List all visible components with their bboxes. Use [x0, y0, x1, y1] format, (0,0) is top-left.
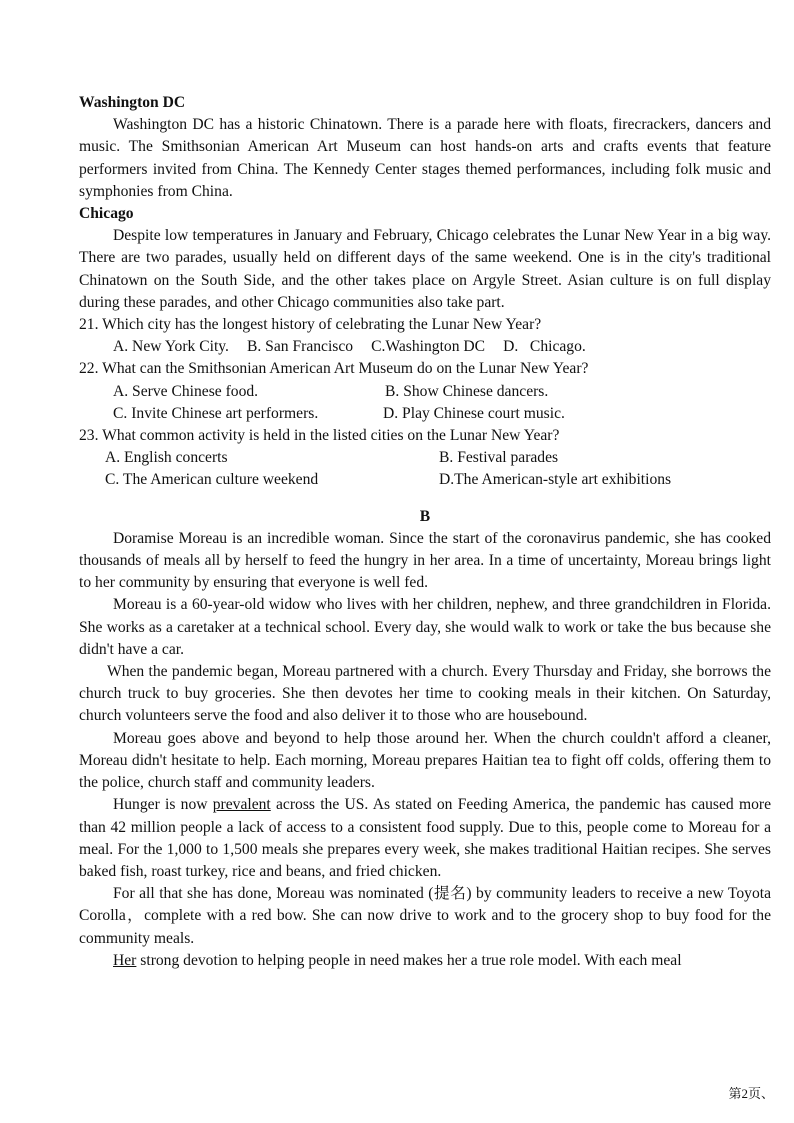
question-23-options-row2: [79, 469, 771, 491]
underlined-word-her: Her: [113, 951, 137, 969]
passage-b-paragraph-5: [79, 794, 771, 883]
p5-text-before: Hunger is now: [113, 796, 213, 814]
question-21-option-a: A. New York City.: [113, 338, 229, 356]
question-21-option-b: B. San Francisco: [246, 338, 354, 356]
question-22-option-d: D. Play Chinese court music.: [383, 404, 565, 422]
passage-b-paragraph-3: When the pandemic began, Moreau partnered with a church. Every Thursday and Friday, she borrows the church truck to buy groceries. She then devotes her time to cooking meals in their kitchen. On Saturday, church volunteers serve the food and also deliver it to those who are housebound.: [79, 663, 771, 725]
p5-text-after: across the US. As stated on Feeding America, the pandemic has caused more than 42 million people a lack of access to a consistent food supply. Due to this, people come to Moreau for a meal. For the 1,000 to 1,500 meals she prepares every week, she makes traditional Haitian recipes. She serves baked fish, roast turkey, rice and beans, and fried chicken.: [79, 796, 771, 880]
passage-b-paragraph-7: [79, 950, 771, 972]
question-22-option-a: A. Serve Chinese food.: [113, 382, 259, 400]
page-content: [79, 92, 771, 972]
chicago-paragraph: Despite low temperatures in January and February, Chicago celebrates the Lunar New Year in a big way. There are two parades, usually held on different days of the same weekend. One is in the city's traditional Chinatown on the South Side, and the other takes place on Argyle Street. Asian culture is on full display during these parades, and other Chicago communities also take part.: [79, 227, 771, 311]
underlined-word-prevalent: prevalent: [212, 796, 271, 814]
question-22-option-b: B. Show Chinese dancers.: [385, 382, 549, 400]
question-23-option-a: A. English concerts: [105, 449, 228, 467]
question-22-options-row2: [79, 403, 771, 425]
page-number: 第2页、: [728, 1086, 774, 1101]
question-23-stem: 23. What common activity is held in the listed cities on the Lunar New Year?: [79, 427, 560, 445]
question-22-options-row1: [79, 381, 771, 403]
passage-b-paragraph-2: Moreau is a 60-year-old widow who lives with her children, nephew, and three grandchildren in Florida. She works as a caretaker at a technical school. Every day, she would walk to work or take the bus because she didn't have a car.: [79, 596, 771, 658]
question-23-option-c: C. The American culture weekend: [105, 471, 319, 489]
question-23-option-d: D.The American-style art exhibitions: [439, 471, 672, 489]
question-21-stem: 21. Which city has the longest history of celebrating the Lunar New Year?: [79, 316, 542, 334]
question-23-options-row1: [79, 447, 771, 469]
question-21-options: [79, 336, 771, 358]
question-23-option-b: B. Festival parades: [439, 449, 559, 467]
passage-b-paragraph-4: Moreau goes above and beyond to help those around her. When the church couldn't afford a cleaner, Moreau didn't hesitate to help. Each morning, Moreau prepares Haitian tea to fight off colds, offering them to the police, church staff and community leaders.: [79, 729, 771, 792]
question-21-option-c: C.Washington DC: [371, 338, 486, 356]
p7-text-after: strong devotion to helping people in need makes her a true role model. With each meal: [136, 951, 682, 969]
question-21-option-d: D. Chicago.: [503, 338, 586, 356]
passage-b-paragraph-1: Doramise Moreau is an incredible woman. Since the start of the coronavirus pandemic, she has cooked thousands of meals all by herself to feed the hungry in her area. In a time of uncertainty, Moreau brings light to her community by ensuring that everyone is well fed.: [79, 529, 771, 592]
question-22-option-c: C. Invite Chinese art performers.: [113, 404, 319, 422]
passage-b-paragraph-6: For all that she has done, Moreau was nominated (提名) by community leaders to receive a new Toyota Corolla，complete with a red bow. She can now drive to work and to the grocery shop to buy food for the community meals.: [79, 885, 771, 947]
washington-paragraph: Washington DC has a historic Chinatown. There is a parade here with floats, firecrackers, dancers and music. The Smithsonian American Art Museum can host hands-on arts and crafts events that feature performers invited from China. The Kennedy Center stages themed performances, including folk music and symphonies from China.: [79, 116, 771, 200]
washington-heading: Washington DC: [79, 94, 186, 111]
section-b-label: B: [419, 507, 431, 525]
question-22-stem: 22. What can the Smithsonian American Art Museum do on the Lunar New Year?: [79, 360, 589, 378]
chicago-heading: Chicago: [79, 205, 134, 223]
